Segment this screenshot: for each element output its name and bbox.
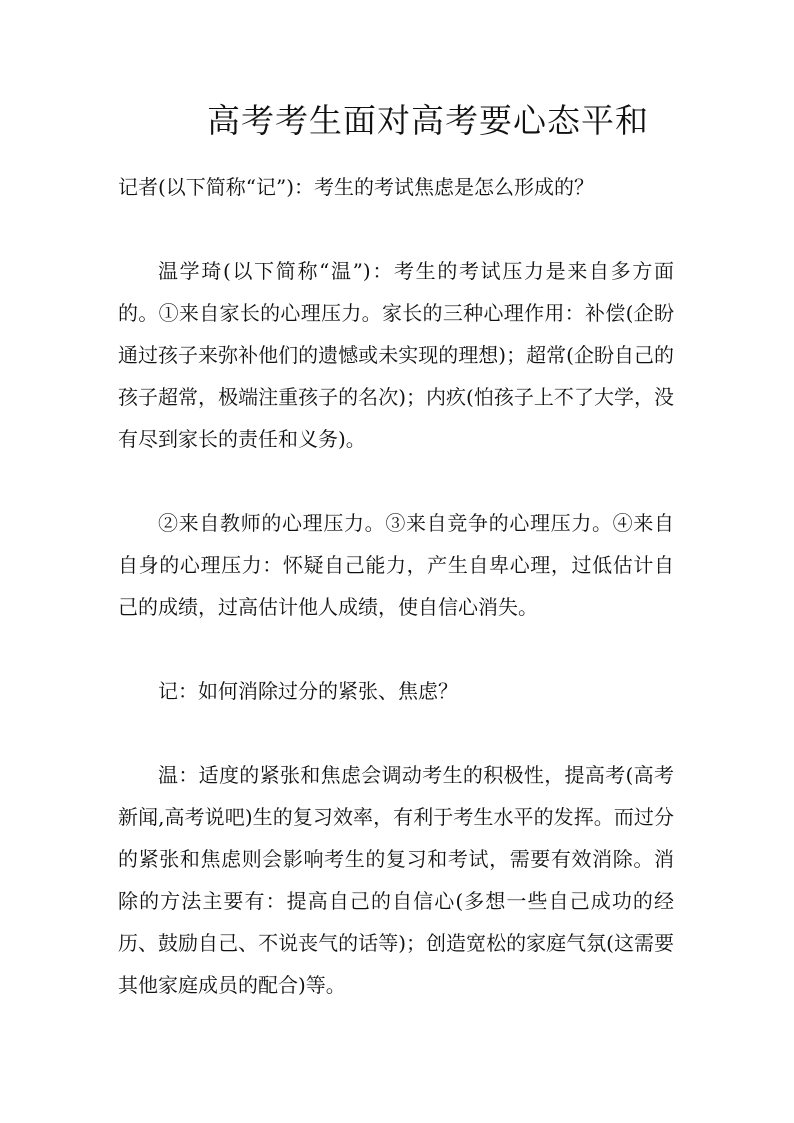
document-title: 高考考生面对高考要心态平和 <box>207 101 649 140</box>
answer-paragraph-2: ②来自教师的心理压力。③来自竞争的心理压力。④来自自身的心理压力：怀疑自己能力，产生自卑心理，过低估计自己的成绩，过高估计他人成绩，使自信心消失。 <box>118 511 674 619</box>
question-paragraph-1: 记者(以下简称“记”)：考生的考试焦虑是怎么形成的？ <box>118 175 595 199</box>
paragraph-spacer <box>118 208 674 250</box>
paragraph-spacer <box>118 460 674 502</box>
document-body <box>118 166 674 1006</box>
paragraph-spacer <box>118 712 674 754</box>
answer-paragraph-1: 温学琦(以下简称“温”)：考生的考试压力是来自多方面的。①来自家长的心理压力。家长的三种心理作用：补偿(企盼通过孩子来弥补他们的遗憾或未实现的理想)；超常(企盼自己的孩子超常，极端注重孩子的名次)；内疚(怕孩子上不了大学，没有尽到家长的责任和义务)。 <box>118 259 674 451</box>
question-paragraph-2: 记：如何消除过分的紧张、焦虑？ <box>158 679 458 703</box>
paragraph-spacer <box>118 628 674 670</box>
answer-paragraph-3: 温：适度的紧张和焦虑会调动考生的积极性，提高考(高考新闻,高考说吧)生的复习效率，有利于考生水平的发挥。而过分的紧张和焦虑则会影响考生的复习和考试，需要有效消除。消除的方法主要有：提高自己的自信心(多想一些自己成功的经历、鼓励自己、不说丧气的话等)；创造宽松的家庭气氛(这需要其他家庭成员的配合)等。 <box>118 763 674 997</box>
